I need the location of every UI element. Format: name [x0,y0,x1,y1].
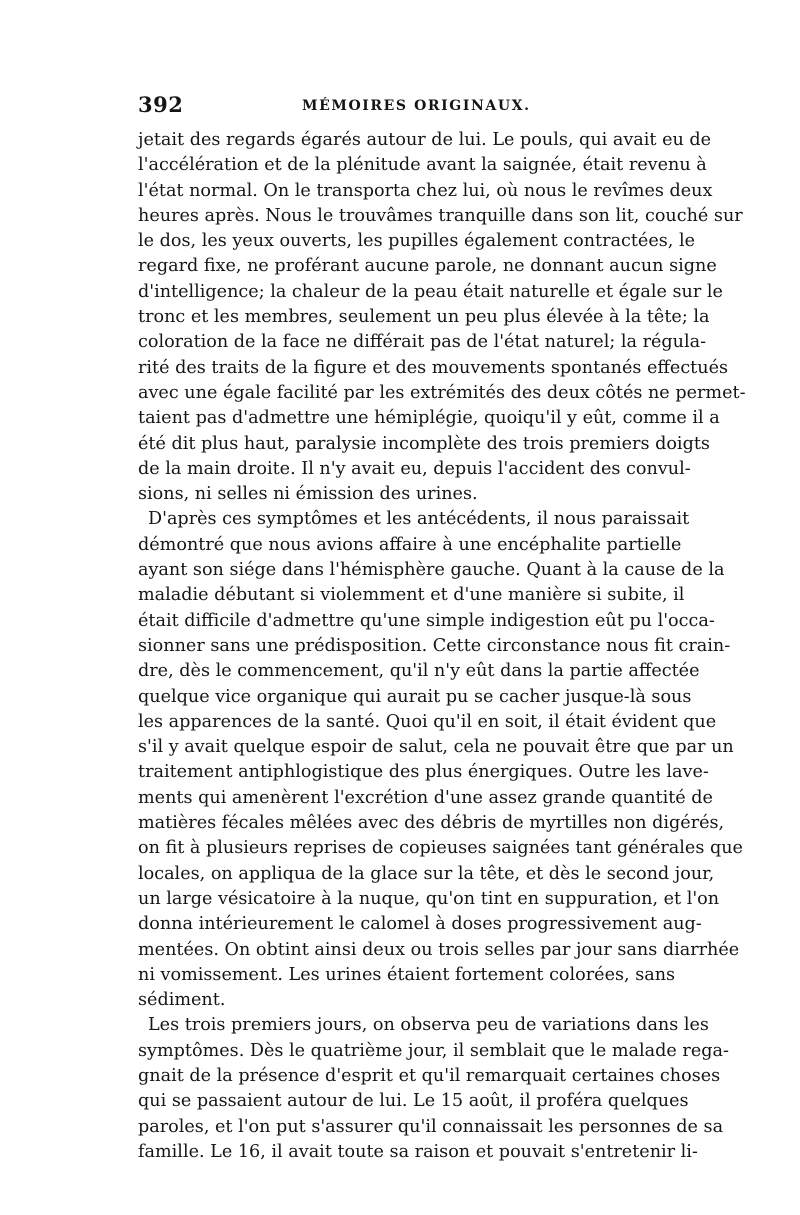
text-line: démontré que nous avions affaire à une encéphalite partielle [138,534,682,555]
text-line: dre, dès le commencement, qu'il n'y eût dans la partie affectée [138,661,700,682]
text-line: l'état normal. On le transporta chez lui, où nous le revîmes deux [138,180,713,201]
text-line: avec une égale facilité par les extrémités des deux côtés ne permet- [138,382,746,403]
text-line: était difficile d'admettre qu'une simple indigestion eût pu l'occa- [138,610,715,631]
text-line: été dit plus haut, paralysie incomplète des trois premiers doigts [138,433,710,454]
text-line: rité des traits de la figure et des mouvements spontanés effectués [138,357,729,378]
text-line: les apparences de la santé. Quoi qu'il en soit, il était évident que [138,711,717,732]
text-line: un large vésicatoire à la nuque, qu'on tint en suppuration, et l'on [138,888,720,909]
text-line: locales, on appliqua de la glace sur la tête, et dès le second jour, [138,863,715,884]
text-line: de la main droite. Il n'y avait eu, depuis l'accident des convul- [138,458,691,479]
text-line: regard fixe, ne proférant aucune parole, ne donnant aucun signe [138,256,717,277]
book-page [138,92,746,1165]
text-line: donna intérieurement le calomel à doses progressivement aug- [138,914,702,935]
text-line: D'après ces symptômes et les antécédents, il nous paraissait [148,509,690,530]
page-number: 392 [138,92,184,117]
text-line: qui se passaient autour de lui. Le 15 août, il proféra quelques [138,1091,689,1112]
text-line: d'intelligence; la chaleur de la peau était naturelle et égale sur le [138,281,723,302]
text-line: on fit à plusieurs reprises de copieuses saignées tant générales que [138,838,743,859]
text-line: matières fécales mêlées avec des débris de myrtilles non digérés, [138,813,725,834]
text-line: heures après. Nous le trouvâmes tranquille dans son lit, couché sur [138,205,743,226]
text-line: paroles, et l'on put s'assurer qu'il connaissait les personnes de sa [138,1116,724,1137]
text-line: gnait de la présence d'esprit et qu'il remarquait certaines choses [138,1065,721,1086]
text-line: symptômes. Dès le quatrième jour, il semblait que le malade rega- [138,1040,729,1061]
text-line: jetait des regards égarés autour de lui. Le pouls, qui avait eu de [138,130,712,150]
text-line: l'accélération et de la plénitude avant la saignée, était revenu à [138,155,707,176]
text-line: sionner sans une prédisposition. Cette circonstance nous fit crain- [138,635,731,656]
text-line: mentées. On obtint ainsi deux ou trois selles par jour sans diarrhée [138,939,740,960]
text-line: Les trois premiers jours, on observa peu de variations dans les [148,1015,709,1036]
text-line: traitement antiphlogistique des plus énergiques. Outre les lave- [138,762,709,783]
text-line: quelque vice organique qui aurait pu se cacher jusque-là sous [138,686,692,707]
text-line: sédiment. [138,990,226,1011]
text-line: le dos, les yeux ouverts, les pupilles également contractées, le [138,231,695,252]
text-line: s'il y avait quelque espoir de salut, cela ne pouvait être que par un [138,737,734,758]
text-line: coloration de la face ne différait pas de l'état naturel; la régula- [138,332,707,353]
page-header [138,92,664,128]
text-line: famille. Le 16, il avait toute sa raison et pouvait s'entretenir li- [138,1141,698,1162]
text-line: ayant son siége dans l'hémisphère gauche. Quant à la cause de la [138,560,725,581]
text-line: maladie débutant si violemment et d'une manière si subite, il [138,585,685,606]
text-line: taient pas d'admettre une hémiplégie, quoiqu'il y eût, comme il a [138,408,720,429]
text-line: ni vomissement. Les urines étaient fortement colorées, sans [138,964,676,985]
body-text [138,128,746,1165]
text-line: ments qui amenèrent l'excrétion d'une assez grande quantité de [138,787,713,808]
text-line: sions, ni selles ni émission des urines. [138,484,478,505]
text-line: tronc et les membres, seulement un peu plus élevée à la tête; la [138,307,710,328]
running-title: MÉMOIRES ORIGINAUX. [302,98,531,114]
